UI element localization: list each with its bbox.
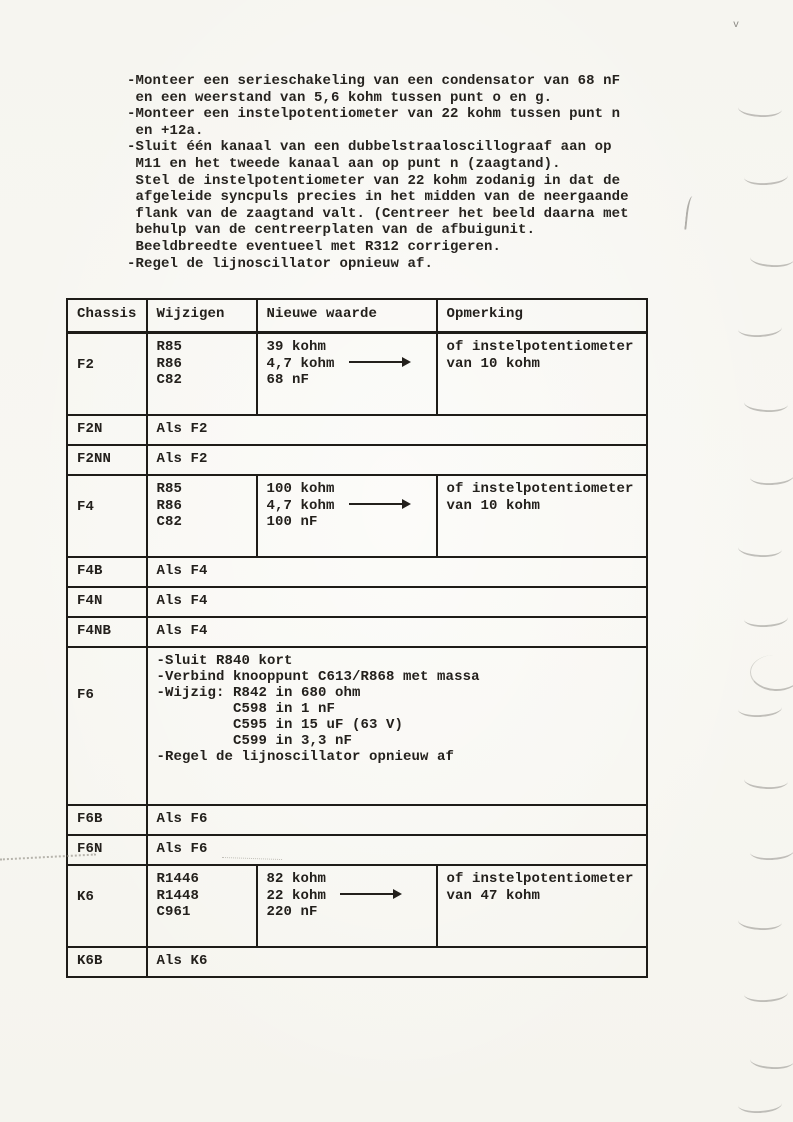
value-text: 100 kohm	[266, 481, 335, 497]
remark-line: of instelpotentiometer	[446, 871, 634, 887]
reference-cell: Als F2	[147, 445, 647, 475]
intro-text-block	[127, 73, 629, 272]
intro-line: afgeleide syncpuls precies in het midden van de neergaande	[127, 189, 629, 206]
component-ref: R1446	[156, 871, 200, 887]
remark-line: van 10 kohm	[446, 355, 541, 372]
column-header: Wijzigen	[147, 299, 257, 333]
column-header: Nieuwe waarde	[257, 299, 437, 333]
intro-line: -Regel de lijnoscillator opnieuw af.	[127, 255, 434, 272]
binder-ring-mark	[738, 912, 783, 931]
binder-ring-mark	[744, 984, 789, 1003]
chassis-cell: F4	[67, 475, 147, 557]
component-ref: R86	[156, 355, 183, 372]
new-values-cell	[257, 333, 437, 416]
reference-cell: Als F4	[147, 617, 647, 647]
value-line	[267, 498, 427, 515]
value-line	[267, 888, 427, 905]
chassis-cell: F4B	[67, 557, 147, 587]
remark-line: van 47 kohm	[446, 887, 541, 904]
chassis-cell: K6	[67, 865, 147, 947]
reference-cell: Als F2	[147, 415, 647, 445]
intro-line: Beeldbreedte eventueel met R312 corrigeren.	[127, 238, 502, 255]
pen-tick-mark: v	[733, 20, 740, 31]
instruction-line: C598 in 1 nF	[156, 701, 336, 717]
value-text: 4,7 kohm	[266, 497, 335, 514]
instruction-line: C599 in 3,3 nF	[156, 733, 353, 749]
instructions-cell	[147, 647, 647, 805]
chassis-cell: F2	[67, 333, 147, 416]
table-row-k6b	[67, 947, 647, 977]
components-cell	[147, 865, 257, 947]
scan-smudge	[684, 196, 696, 231]
reference-cell: Als F6	[147, 835, 647, 865]
value-text: 4,7 kohm	[266, 355, 335, 372]
binder-ring-mark	[744, 167, 789, 186]
remark-cell	[437, 333, 647, 416]
value-text: 22 kohm	[266, 887, 327, 904]
chassis-cell: F4N	[67, 587, 147, 617]
remark-line: of instelpotentiometer	[446, 339, 634, 355]
table-row-f6n	[67, 835, 647, 865]
chassis-cell: F4NB	[67, 617, 147, 647]
chassis-cell: F6N	[67, 835, 147, 865]
remark-line: van 10 kohm	[446, 497, 541, 514]
components-cell	[147, 333, 257, 416]
component-ref: R86	[156, 497, 183, 514]
modifications-table	[66, 298, 648, 978]
binder-ring-mark	[738, 1095, 783, 1114]
chassis-cell: F2NN	[67, 445, 147, 475]
binder-ring-mark	[749, 654, 793, 693]
intro-line: en +12a.	[127, 122, 204, 139]
value-line	[267, 514, 427, 531]
remark-line: of instelpotentiometer	[446, 481, 634, 497]
value-text: 82 kohm	[266, 871, 327, 887]
table-row-f4nb	[67, 617, 647, 647]
value-line	[267, 356, 427, 373]
intro-line: en een weerstand van 5,6 kohm tussen punt o en g.	[127, 89, 553, 106]
chassis-cell: K6B	[67, 947, 147, 977]
table-header-row	[67, 299, 647, 333]
table-row-f4n	[67, 587, 647, 617]
binder-ring-mark	[738, 99, 783, 118]
arrow-right-icon	[340, 890, 402, 899]
binder-ring-mark	[738, 539, 783, 558]
instruction-line: -Sluit R840 kort	[156, 653, 293, 669]
remark-cell	[437, 475, 647, 557]
intro-line: flank van de zaagtand valt. (Centreer het beeld daarna met	[127, 205, 629, 222]
binder-ring-mark	[750, 249, 793, 268]
instruction-line: -Regel de lijnoscillator opnieuw af	[156, 749, 455, 765]
arrow-right-icon	[349, 358, 411, 367]
component-ref: C82	[156, 514, 183, 530]
table-row-k6	[67, 865, 647, 947]
reference-cell: Als K6	[147, 947, 647, 977]
value-text: 39 kohm	[266, 339, 327, 355]
component-ref: C82	[156, 372, 183, 388]
column-header: Opmerking	[437, 299, 647, 333]
table-row-f2	[67, 333, 647, 416]
intro-line: behulp van de centreerplaten van de afbuigunit.	[127, 222, 536, 239]
arrow-right-icon	[349, 500, 411, 509]
value-line	[267, 871, 427, 888]
value-text: 68 nF	[266, 372, 310, 388]
components-cell	[147, 475, 257, 557]
remark-cell	[437, 865, 647, 947]
intro-line: -Sluit één kanaal van een dubbelstraaloscillograaf aan op	[127, 139, 612, 156]
binder-ring-mark	[744, 394, 789, 413]
binder-ring-mark	[744, 771, 789, 790]
instruction-line: C595 in 15 uF (63 V)	[156, 717, 404, 733]
value-line	[267, 339, 427, 356]
binder-ring-mark	[738, 319, 783, 338]
binder-ring-mark	[750, 842, 793, 861]
table-row-f2nn	[67, 445, 647, 475]
binder-ring-mark	[750, 1051, 793, 1070]
instruction-line: -Wijzig: R842 in 680 ohm	[156, 685, 361, 701]
table-row-f2n	[67, 415, 647, 445]
component-ref: R85	[156, 481, 183, 497]
table-row-f6	[67, 647, 647, 805]
reference-cell: Als F4	[147, 557, 647, 587]
reference-cell: Als F4	[147, 587, 647, 617]
component-ref: R85	[156, 339, 183, 355]
intro-line: M11 en het tweede kanaal aan op punt n (zaagtand).	[127, 155, 561, 172]
chassis-cell: F2N	[67, 415, 147, 445]
reference-cell: Als F6	[147, 805, 647, 835]
binder-ring-mark	[744, 609, 789, 628]
value-text: 100 nF	[266, 514, 318, 530]
value-text: 220 nF	[266, 904, 318, 920]
binder-ring-mark	[750, 467, 793, 486]
value-line	[267, 904, 427, 921]
value-line	[267, 372, 427, 389]
table-row-f4b	[67, 557, 647, 587]
column-header: Chassis	[67, 299, 147, 333]
binder-ring-mark	[738, 699, 783, 718]
new-values-cell	[257, 865, 437, 947]
chassis-cell: F6	[67, 647, 147, 805]
component-ref: C961	[156, 904, 191, 920]
intro-line: -Monteer een instelpotentiometer van 22 kohm tussen punt n	[127, 106, 621, 123]
component-ref: R1448	[156, 887, 200, 904]
value-line	[267, 481, 427, 498]
chassis-cell: F6B	[67, 805, 147, 835]
intro-line: Stel de instelpotentiometer van 22 kohm zodanig in dat de	[127, 172, 621, 189]
table-row-f6b	[67, 805, 647, 835]
table-row-f4	[67, 475, 647, 557]
new-values-cell	[257, 475, 437, 557]
instruction-line: -Verbind knooppunt C613/R868 met massa	[156, 669, 480, 685]
intro-line: -Monteer een serieschakeling van een condensator van 68 nF	[127, 73, 621, 89]
